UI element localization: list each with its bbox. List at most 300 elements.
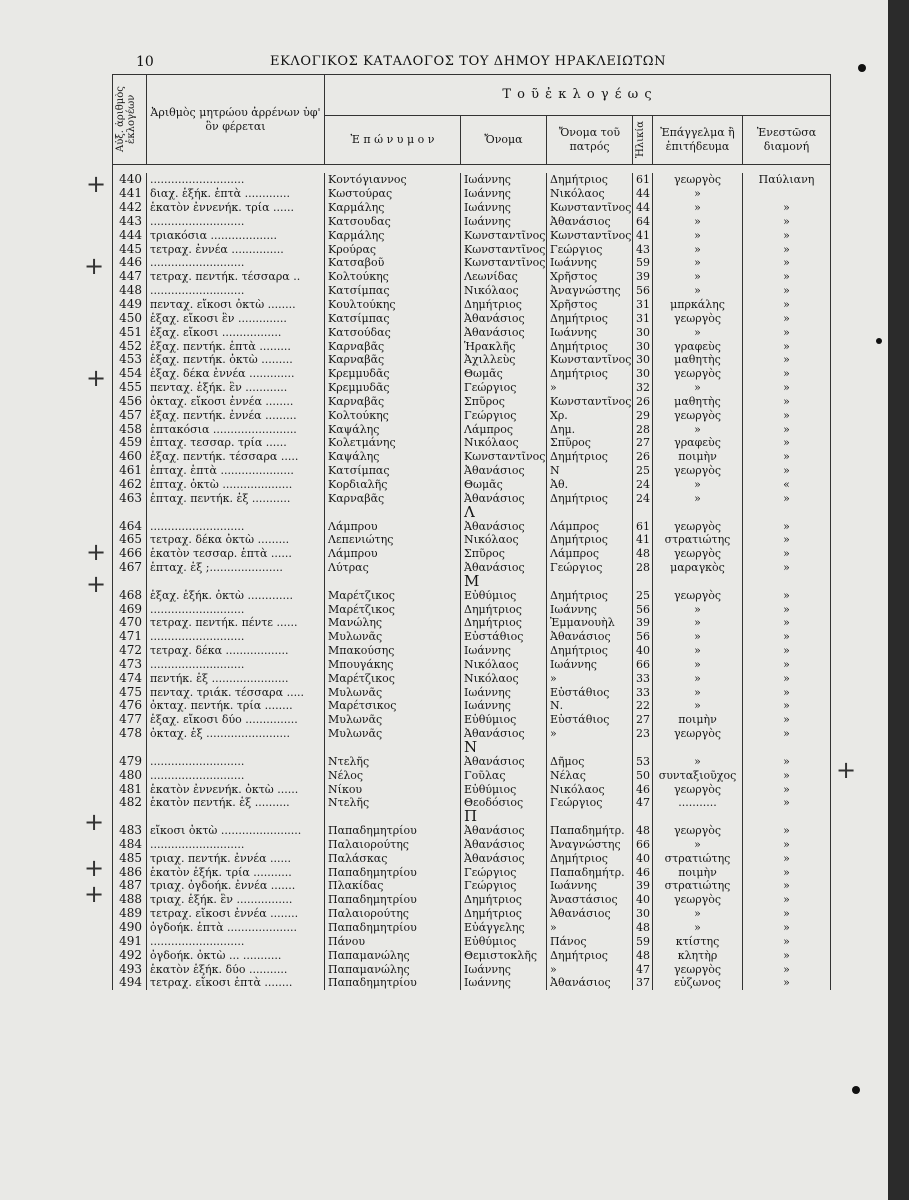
cell-father-name: Δημ.: [547, 422, 633, 436]
cell-first-name: Νικόλαος: [461, 284, 547, 298]
cell-serial: 491: [113, 934, 147, 948]
cell-occupation: ποιμὴν: [653, 865, 743, 879]
cell-registry-number: ἑκατὸν ἐννενήκ. τρία ......: [147, 201, 325, 215]
cell-registry-number: ἑπταχ. πεντήκ. ἑξ ...........: [147, 491, 325, 505]
table-row: [113, 976, 831, 990]
cell-serial: 443: [113, 215, 147, 229]
empty-cell: [325, 505, 461, 519]
cell-surname: Παλαιορούτης: [325, 907, 461, 921]
cell-first-name: Γεώργιος: [461, 381, 547, 395]
cell-registry-number: ἑξαχ. εἴκοσι .................: [147, 325, 325, 339]
cell-serial: 483: [113, 824, 147, 838]
table-row: [113, 173, 831, 187]
cell-age: 46: [633, 782, 653, 796]
cell-father-name: Δημήτριος: [547, 491, 633, 505]
cell-age: 30: [633, 325, 653, 339]
cell-age: 23: [633, 727, 653, 741]
cell-first-name: Ἀθανάσιος: [461, 838, 547, 852]
cell-surname: Κοντόγιαννος: [325, 173, 461, 187]
cell-surname: Καψάλης: [325, 450, 461, 464]
cell-residence: »: [743, 547, 831, 561]
cell-occupation: γεωργὸς: [653, 173, 743, 187]
cell-surname: Καρναβᾶς: [325, 491, 461, 505]
cell-registry-number: ἑκατὸν ἑξήκ. τρία ...........: [147, 865, 325, 879]
table-row: [113, 325, 831, 339]
empty-cell: [547, 810, 633, 824]
cell-occupation: γραφεὺς: [653, 436, 743, 450]
cell-surname: Καψάλης: [325, 422, 461, 436]
empty-cell: [653, 741, 743, 755]
cell-surname: Λεπενιώτης: [325, 533, 461, 547]
cell-first-name: Νικόλαος: [461, 533, 547, 547]
margin-mark: +: [86, 364, 107, 392]
cell-residence: »: [743, 782, 831, 796]
cell-father-name: Εὐστάθιος: [547, 713, 633, 727]
cell-serial: 471: [113, 630, 147, 644]
cell-father-name: Δημήτριος: [547, 450, 633, 464]
header-occupation: Ἐπάγγελμα ἢ ἐπιτήδευμα: [653, 116, 743, 165]
cell-surname: Κολετμάνης: [325, 436, 461, 450]
cell-registry-number: ἑξαχ. πεντήκ. ἑπτὰ .........: [147, 339, 325, 353]
cell-father-name: Ν.: [547, 699, 633, 713]
cell-residence: »: [743, 630, 831, 644]
cell-serial: 473: [113, 658, 147, 672]
table-row: [113, 201, 831, 215]
cell-father-name: Δημήτριος: [547, 851, 633, 865]
cell-first-name: Εὐστάθιος: [461, 630, 547, 644]
cell-surname: Κατσουδας: [325, 215, 461, 229]
cell-occupation: »: [653, 658, 743, 672]
cell-age: 56: [633, 284, 653, 298]
cell-father-name: Κωνσταντῖνος: [547, 395, 633, 409]
cell-first-name: Νικόλαος: [461, 436, 547, 450]
cell-first-name: Ἀθανάσιος: [461, 754, 547, 768]
cell-age: 48: [633, 824, 653, 838]
cell-residence: »: [743, 962, 831, 976]
margin-mark: +: [84, 880, 105, 908]
cell-residence: »: [743, 685, 831, 699]
cell-surname: Παπαδημητρίου: [325, 976, 461, 990]
cell-father-name: Ἐμμανουὴλ: [547, 616, 633, 630]
cell-first-name: Νικόλαος: [461, 671, 547, 685]
empty-cell: [743, 810, 831, 824]
cell-first-name: Δημήτριος: [461, 907, 547, 921]
cell-occupation: »: [653, 907, 743, 921]
cell-first-name: Λάμπρος: [461, 422, 547, 436]
cell-registry-number: τριαχ. ὀγδοήκ. ἐννέα .......: [147, 879, 325, 893]
cell-first-name: Ἀθανάσιος: [461, 824, 547, 838]
cell-residence: »: [743, 381, 831, 395]
cell-occupation: »: [653, 478, 743, 492]
cell-surname: Παπαμανώλης: [325, 962, 461, 976]
section-letter: Π: [461, 810, 547, 824]
cell-age: 41: [633, 533, 653, 547]
cell-age: 33: [633, 671, 653, 685]
cell-serial: 446: [113, 256, 147, 270]
cell-surname: Παπαδημητρίου: [325, 921, 461, 935]
cell-father-name: Δημήτριος: [547, 311, 633, 325]
section-letter-row: [113, 574, 831, 588]
cell-serial: 445: [113, 242, 147, 256]
cell-registry-number: ἑκατὸν ἐννενήκ. ὀκτὼ ......: [147, 782, 325, 796]
cell-age: 25: [633, 464, 653, 478]
cell-age: 61: [633, 519, 653, 533]
cell-father-name: Σπῦρος: [547, 436, 633, 450]
cell-residence: »: [743, 215, 831, 229]
table-row: [113, 422, 831, 436]
cell-father-name: Δημήτριος: [547, 173, 633, 187]
cell-occupation: »: [653, 201, 743, 215]
cell-residence: »: [743, 464, 831, 478]
cell-serial: 489: [113, 907, 147, 921]
cell-registry-number: ...........................: [147, 630, 325, 644]
cell-registry-number: ἑκατὸν πεντήκ. ἑξ ..........: [147, 796, 325, 810]
cell-serial: 444: [113, 228, 147, 242]
cell-residence: »: [743, 893, 831, 907]
cell-registry-number: ...........................: [147, 215, 325, 229]
cell-serial: 480: [113, 768, 147, 782]
cell-surname: Ντελῆς: [325, 796, 461, 810]
cell-registry-number: ...........................: [147, 284, 325, 298]
punch-hole: [852, 1086, 860, 1094]
cell-father-name: Νέλας: [547, 768, 633, 782]
table-row: [113, 782, 831, 796]
cell-serial: 484: [113, 838, 147, 852]
empty-cell: [633, 741, 653, 755]
cell-occupation: »: [653, 685, 743, 699]
empty-cell: [147, 574, 325, 588]
cell-occupation: μαραγκὸς: [653, 561, 743, 575]
empty-cell: [633, 505, 653, 519]
cell-serial: 493: [113, 962, 147, 976]
cell-surname: Καρμάλης: [325, 228, 461, 242]
cell-registry-number: ...........................: [147, 256, 325, 270]
empty-cell: [743, 574, 831, 588]
cell-residence: »: [743, 533, 831, 547]
cell-registry-number: τετραχ. πεντήκ. τέσσαρα ..: [147, 270, 325, 284]
cell-residence: »: [743, 228, 831, 242]
table-row: [113, 851, 831, 865]
empty-cell: [547, 741, 633, 755]
cell-first-name: Κωνσταντῖνος: [461, 242, 547, 256]
cell-father-name: Νικόλαος: [547, 782, 633, 796]
cell-serial: 458: [113, 422, 147, 436]
cell-residence: »: [743, 934, 831, 948]
cell-father-name: Δῆμος: [547, 754, 633, 768]
cell-serial: 441: [113, 187, 147, 201]
cell-age: 44: [633, 187, 653, 201]
cell-father-name: Πάνος: [547, 934, 633, 948]
cell-residence: »: [743, 367, 831, 381]
cell-first-name: Ιωάννης: [461, 215, 547, 229]
cell-registry-number: τετραχ. δέκα ..................: [147, 644, 325, 658]
cell-residence: »: [743, 270, 831, 284]
cell-residence: »: [743, 865, 831, 879]
cell-serial: 487: [113, 879, 147, 893]
cell-surname: Κρεμμυδᾶς: [325, 381, 461, 395]
cell-surname: Καρναβᾶς: [325, 353, 461, 367]
table-row: [113, 228, 831, 242]
cell-occupation: γεωργὸς: [653, 893, 743, 907]
cell-residence: »: [743, 727, 831, 741]
table-row: [113, 588, 831, 602]
punch-hole: [858, 64, 866, 72]
cell-serial: 452: [113, 339, 147, 353]
cell-serial: 481: [113, 782, 147, 796]
table-row: [113, 187, 831, 201]
cell-surname: Κολτούκης: [325, 270, 461, 284]
cell-surname: Μυλωνᾶς: [325, 685, 461, 699]
empty-cell: [547, 574, 633, 588]
cell-surname: Παλαιορούτης: [325, 838, 461, 852]
cell-surname: Μανώλης: [325, 616, 461, 630]
cell-occupation: γεωργὸς: [653, 367, 743, 381]
cell-serial: 459: [113, 436, 147, 450]
cell-serial: 448: [113, 284, 147, 298]
cell-surname: Παπαδημητρίου: [325, 824, 461, 838]
table-row: [113, 395, 831, 409]
cell-occupation: γεωργὸς: [653, 408, 743, 422]
cell-father-name: Ιωάννης: [547, 658, 633, 672]
cell-age: 25: [633, 588, 653, 602]
cell-age: 26: [633, 450, 653, 464]
register-body: [113, 173, 831, 990]
cell-occupation: »: [653, 838, 743, 852]
cell-father-name: »: [547, 962, 633, 976]
cell-father-name: Εὐστάθιος: [547, 685, 633, 699]
cell-residence: »: [743, 325, 831, 339]
table-row: [113, 754, 831, 768]
cell-first-name: Ἀθανάσιος: [461, 519, 547, 533]
table-row: [113, 893, 831, 907]
cell-first-name: Ιωάννης: [461, 201, 547, 215]
table-row: [113, 727, 831, 741]
cell-surname: Ντελῆς: [325, 754, 461, 768]
table-row: [113, 699, 831, 713]
empty-cell: [147, 741, 325, 755]
margin-mark: +: [84, 854, 105, 882]
cell-father-name: Παπαδημήτρ.: [547, 824, 633, 838]
cell-first-name: Κωνσταντῖνος: [461, 450, 547, 464]
cell-residence: »: [743, 976, 831, 990]
cell-residence: »: [743, 242, 831, 256]
cell-serial: 457: [113, 408, 147, 422]
empty-cell: [147, 505, 325, 519]
cell-occupation: γεωργὸς: [653, 519, 743, 533]
cell-age: 30: [633, 907, 653, 921]
cell-serial: 472: [113, 644, 147, 658]
table-row: [113, 934, 831, 948]
cell-age: 40: [633, 893, 653, 907]
header-serial: Αὐξ. ἀριθμὸς ἐκλογέων: [113, 75, 147, 165]
cell-residence: »: [743, 713, 831, 727]
table-row: [113, 367, 831, 381]
cell-age: 61: [633, 173, 653, 187]
cell-registry-number: ἑπταχ. ὀκτὼ ....................: [147, 478, 325, 492]
cell-occupation: γεωργὸς: [653, 727, 743, 741]
cell-residence: Παύλιανη: [743, 173, 831, 187]
cell-age: 39: [633, 616, 653, 630]
page-number: 10: [136, 54, 154, 70]
cell-first-name: Σπῦρος: [461, 547, 547, 561]
empty-cell: [147, 810, 325, 824]
cell-residence: »: [743, 311, 831, 325]
cell-age: 59: [633, 934, 653, 948]
cell-surname: Καρμάλης: [325, 201, 461, 215]
cell-occupation: μπρκάλης: [653, 298, 743, 312]
cell-registry-number: ...........................: [147, 934, 325, 948]
cell-father-name: »: [547, 727, 633, 741]
cell-occupation: γεωργὸς: [653, 464, 743, 478]
cell-residence: »: [743, 838, 831, 852]
empty-cell: [113, 810, 147, 824]
cell-residence: »: [743, 768, 831, 782]
cell-age: 47: [633, 962, 653, 976]
cell-serial: 462: [113, 478, 147, 492]
margin-mark: +: [86, 538, 107, 566]
cell-occupation: »: [653, 699, 743, 713]
table-row: [113, 270, 831, 284]
cell-first-name: Εὐθύμιος: [461, 934, 547, 948]
empty-cell: [547, 505, 633, 519]
cell-first-name: Ἀθανάσιος: [461, 851, 547, 865]
cell-occupation: »: [653, 284, 743, 298]
cell-age: 32: [633, 381, 653, 395]
cell-father-name: Ἀθανάσιος: [547, 907, 633, 921]
cell-registry-number: ἑξαχ. ἑξήκ. ὀκτὼ .............: [147, 588, 325, 602]
empty-cell: [743, 505, 831, 519]
margin-mark: +: [836, 756, 857, 784]
cell-surname: Νίκου: [325, 782, 461, 796]
cell-first-name: Ἀθανάσιος: [461, 311, 547, 325]
margin-mark: +: [84, 808, 105, 836]
cell-surname: Λάμπρου: [325, 519, 461, 533]
cell-serial: 488: [113, 893, 147, 907]
cell-residence: »: [743, 436, 831, 450]
cell-registry-number: τριαχ. πεντήκ. ἐννέα ......: [147, 851, 325, 865]
section-letter: Λ: [461, 505, 547, 519]
cell-first-name: Δημήτριος: [461, 602, 547, 616]
table-row: [113, 298, 831, 312]
cell-age: 39: [633, 879, 653, 893]
cell-surname: Κατσίμπας: [325, 284, 461, 298]
cell-first-name: Σπῦρος: [461, 395, 547, 409]
cell-occupation: κλητὴρ: [653, 948, 743, 962]
cell-first-name: Ἀθανάσιος: [461, 727, 547, 741]
cell-father-name: Ἀθανάσιος: [547, 976, 633, 990]
cell-registry-number: ἑπταχ. ἑξ ;.....................: [147, 561, 325, 575]
cell-age: 30: [633, 339, 653, 353]
cell-occupation: γεωργὸς: [653, 588, 743, 602]
table-row: [113, 838, 831, 852]
cell-occupation: »: [653, 187, 743, 201]
cell-first-name: Ἀθανάσιος: [461, 491, 547, 505]
cell-residence: »: [743, 422, 831, 436]
cell-surname: Μαρέτζικος: [325, 588, 461, 602]
table-row: [113, 533, 831, 547]
cell-first-name: Εὐθύμιος: [461, 782, 547, 796]
cell-residence: »: [743, 201, 831, 215]
cell-first-name: Θωμᾶς: [461, 478, 547, 492]
cell-age: 66: [633, 838, 653, 852]
cell-first-name: Νικόλαος: [461, 658, 547, 672]
cell-age: 29: [633, 408, 653, 422]
cell-occupation: »: [653, 671, 743, 685]
cell-father-name: Γεώργιος: [547, 796, 633, 810]
cell-serial: 479: [113, 754, 147, 768]
cell-occupation: στρατιώτης: [653, 851, 743, 865]
cell-father-name: Λάμπρος: [547, 547, 633, 561]
cell-registry-number: ὀκταχ. εἴκοσι ἐννέα ........: [147, 395, 325, 409]
cell-registry-number: τριαχ. ἑξήκ. ἓν ................: [147, 893, 325, 907]
cell-age: 27: [633, 713, 653, 727]
table-row: [113, 616, 831, 630]
cell-surname: Μαρέτζικος: [325, 671, 461, 685]
cell-first-name: Ἡρακλῆς: [461, 339, 547, 353]
cell-surname: Παλάσκας: [325, 851, 461, 865]
margin-mark: +: [86, 570, 107, 598]
punch-hole: [876, 338, 882, 344]
cell-age: 46: [633, 865, 653, 879]
cell-serial: 461: [113, 464, 147, 478]
cell-occupation: »: [653, 242, 743, 256]
cell-surname: Κατσαβοῦ: [325, 256, 461, 270]
cell-first-name: Εὐθύμιος: [461, 713, 547, 727]
cell-first-name: Ἀχιλλεὺς: [461, 353, 547, 367]
cell-occupation: στρατιώτης: [653, 533, 743, 547]
table-row: [113, 768, 831, 782]
cell-serial: 490: [113, 921, 147, 935]
section-letter-row: [113, 810, 831, 824]
cell-serial: 470: [113, 616, 147, 630]
cell-serial: 451: [113, 325, 147, 339]
cell-age: 28: [633, 561, 653, 575]
cell-residence: »: [743, 450, 831, 464]
cell-first-name: Ιωάννης: [461, 976, 547, 990]
cell-father-name: Ιωάννης: [547, 879, 633, 893]
cell-age: 24: [633, 478, 653, 492]
cell-surname: Καρναβᾶς: [325, 339, 461, 353]
cell-serial: 463: [113, 491, 147, 505]
cell-father-name: Γεώργιος: [547, 561, 633, 575]
cell-serial: 440: [113, 173, 147, 187]
cell-registry-number: ἑξαχ. πεντήκ. τέσσαρα .....: [147, 450, 325, 464]
cell-surname: Παπαδημητρίου: [325, 865, 461, 879]
cell-registry-number: ὀκταχ. πεντήκ. τρία ........: [147, 699, 325, 713]
cell-residence: »: [743, 588, 831, 602]
cell-occupation: γεωργὸς: [653, 782, 743, 796]
empty-cell: [325, 741, 461, 755]
cell-registry-number: τετραχ. πεντήκ. πέντε ......: [147, 616, 325, 630]
cell-occupation: »: [653, 754, 743, 768]
table-row: [113, 824, 831, 838]
cell-occupation: »: [653, 325, 743, 339]
cell-serial: 460: [113, 450, 147, 464]
cell-age: 50: [633, 768, 653, 782]
table-row: [113, 464, 831, 478]
table-row: [113, 450, 831, 464]
cell-occupation: γεωργὸς: [653, 311, 743, 325]
cell-occupation: κτίστης: [653, 934, 743, 948]
cell-surname: Κολτούκης: [325, 408, 461, 422]
table-row: [113, 907, 831, 921]
cell-age: 30: [633, 353, 653, 367]
table-row: [113, 547, 831, 561]
cell-father-name: Ιωάννης: [547, 602, 633, 616]
cell-age: 48: [633, 921, 653, 935]
cell-occupation: ποιμὴν: [653, 450, 743, 464]
cell-age: 43: [633, 242, 653, 256]
